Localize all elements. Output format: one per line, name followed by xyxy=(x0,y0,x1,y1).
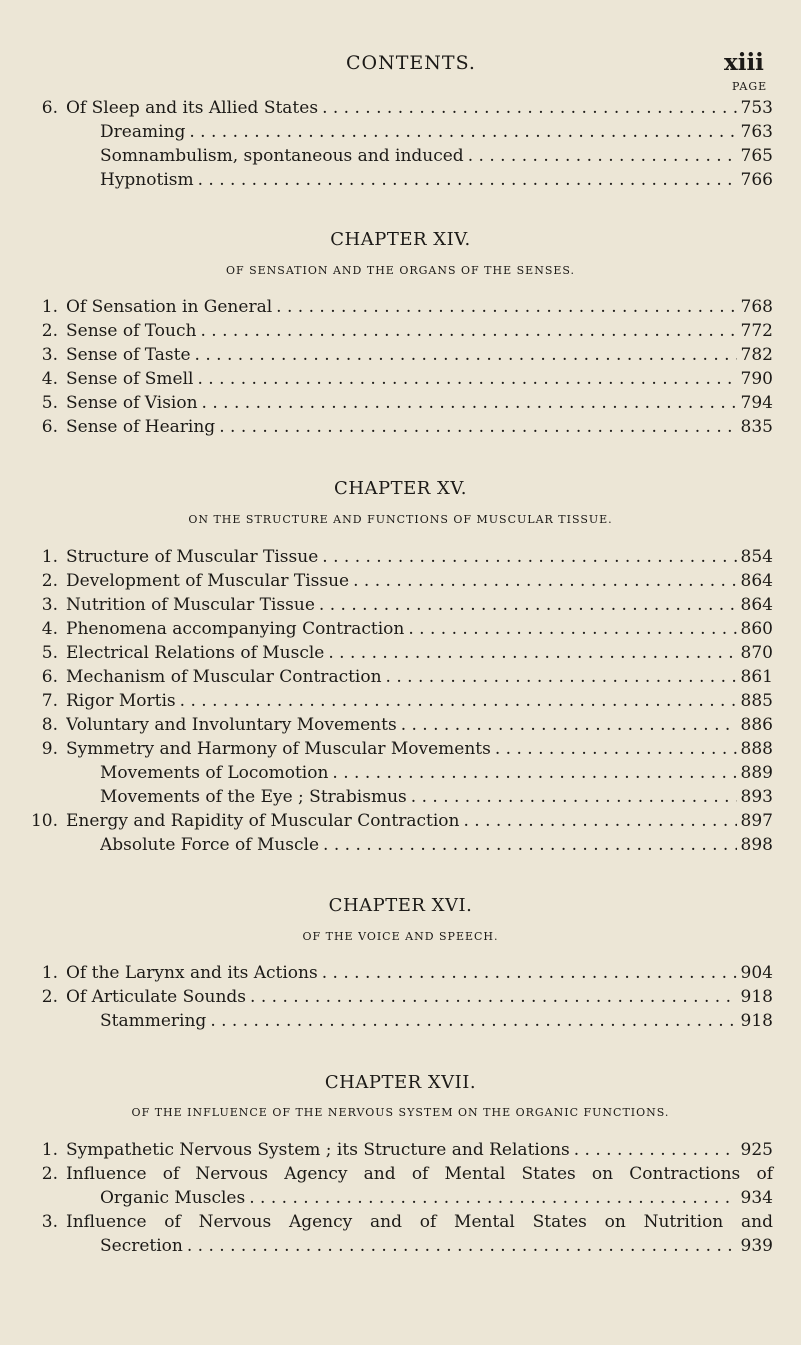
entry-page: 898 xyxy=(740,835,773,855)
toc-entry xyxy=(30,761,773,785)
entry-number: 4. xyxy=(41,369,58,389)
entry-number: 3. xyxy=(41,1212,58,1232)
toc-entry xyxy=(30,415,773,439)
entry-number: 7. xyxy=(41,691,58,711)
entry-label: Absolute Force of Muscle xyxy=(100,835,320,855)
entry-page: 772 xyxy=(740,321,773,341)
toc-entry xyxy=(30,809,773,833)
toc-entry xyxy=(30,833,773,857)
entry-label: Organic Muscles xyxy=(100,1188,246,1208)
toc-entry xyxy=(30,343,773,367)
toc-entry xyxy=(30,1162,773,1186)
toc-entry xyxy=(30,295,773,319)
toc-entry xyxy=(30,713,773,737)
entry-number: 2. xyxy=(41,321,58,341)
entry-page: 768 xyxy=(740,297,773,317)
entry-page: 918 xyxy=(740,1011,773,1031)
entry-number: 1. xyxy=(41,297,58,317)
entry-label: Sense of Hearing xyxy=(66,417,216,437)
page-folio: xiii xyxy=(724,49,764,76)
entry-number: 1. xyxy=(41,1140,58,1160)
entry-label: Rigor Mortis xyxy=(66,691,176,711)
toc-entry xyxy=(30,569,773,593)
entry-label: Sympathetic Nervous System ; its Structure and Relations xyxy=(66,1140,570,1160)
entry-label: Sense of Taste xyxy=(66,345,191,365)
entry-number: 2. xyxy=(41,571,58,591)
toc-entry xyxy=(30,1234,773,1258)
entry-page: 886 xyxy=(740,715,773,735)
toc-entry xyxy=(30,545,773,569)
entry-page: 870 xyxy=(740,643,773,663)
entry-page: 925 xyxy=(740,1140,773,1160)
entry-page: 893 xyxy=(740,787,773,807)
entry-page: 888 xyxy=(740,739,773,759)
entry-page: 864 xyxy=(740,571,773,591)
entry-label: Sense of Vision xyxy=(66,393,198,413)
entry-label: Nutrition of Muscular Tissue xyxy=(66,595,315,615)
entry-page: 790 xyxy=(740,369,773,389)
entry-number: 5. xyxy=(41,393,58,413)
page-column-label: PAGE xyxy=(732,80,768,93)
entry-page: 918 xyxy=(740,987,773,1007)
chapter-subtitle: OF THE VOICE AND SPEECH. xyxy=(302,930,499,943)
chapter-title: CHAPTER XVII. xyxy=(324,1072,477,1093)
toc-entry xyxy=(30,737,773,761)
entry-label: Influence of Nervous Agency and of Mental States on Nutrition and xyxy=(66,1212,773,1232)
chapter-title: CHAPTER XIV. xyxy=(330,229,471,250)
entry-page: 860 xyxy=(740,619,773,639)
toc-entry xyxy=(30,144,773,168)
entry-number: 4. xyxy=(41,619,58,639)
toc-entry xyxy=(30,985,773,1009)
toc-entry xyxy=(30,319,773,343)
entry-number: 2. xyxy=(41,1164,58,1184)
entry-label: Phenomena accompanying Contraction xyxy=(66,619,405,639)
toc-entry xyxy=(30,391,773,415)
entry-label: Voluntary and Involuntary Movements xyxy=(66,715,397,735)
entry-number: 3. xyxy=(41,595,58,615)
toc-entry xyxy=(30,367,773,391)
entry-number: 1. xyxy=(41,963,58,983)
entry-page: 864 xyxy=(740,595,773,615)
entry-label: Structure of Muscular Tissue xyxy=(66,547,319,567)
entry-page: 854 xyxy=(740,547,773,567)
entry-page: 782 xyxy=(740,345,773,365)
entry-label: Sense of Touch xyxy=(66,321,197,341)
entry-label: Influence of Nervous Agency and of Mental States on Contractions of xyxy=(66,1164,773,1184)
entry-label: Of Sensation in General xyxy=(66,297,273,317)
toc-entry xyxy=(30,96,773,120)
toc-entry xyxy=(30,961,773,985)
toc-entry xyxy=(30,617,773,641)
entry-label: Of the Larynx and its Actions xyxy=(66,963,318,983)
entry-label: Mechanism of Muscular Contraction xyxy=(66,667,382,687)
toc-entry xyxy=(30,120,773,144)
toc-entry xyxy=(30,168,773,192)
entry-page: 939 xyxy=(740,1236,773,1256)
entry-page: 763 xyxy=(740,122,773,142)
entry-number: 2. xyxy=(41,987,58,1007)
entry-label: Hypnotism xyxy=(100,170,194,190)
entry-label: Electrical Relations of Muscle xyxy=(66,643,325,663)
entry-label: Symmetry and Harmony of Muscular Movements xyxy=(66,739,491,759)
toc-entry xyxy=(30,689,773,713)
entry-label: Movements of the Eye ; Strabismus xyxy=(100,787,407,807)
entry-page: 885 xyxy=(740,691,773,711)
entry-page: 904 xyxy=(740,963,773,983)
entry-page: 794 xyxy=(740,393,773,413)
chapter-title: CHAPTER XV. xyxy=(334,478,467,499)
entry-number: 5. xyxy=(41,643,58,663)
entry-page: 897 xyxy=(740,811,773,831)
running-title: CONTENTS. xyxy=(346,52,476,74)
toc-entry xyxy=(30,1138,773,1162)
entry-number: 6. xyxy=(41,667,58,687)
entry-label: Energy and Rapidity of Muscular Contraction xyxy=(66,811,460,831)
chapter-subtitle: ON THE STRUCTURE AND FUNCTIONS OF MUSCULAR TISSUE. xyxy=(188,513,613,526)
entry-page: 835 xyxy=(740,417,773,437)
entry-label: Sense of Smell xyxy=(66,369,194,389)
entry-number: 8. xyxy=(41,715,58,735)
entry-number: 9. xyxy=(41,739,58,759)
entry-label: Development of Muscular Tissue xyxy=(66,571,350,591)
entry-label: Stammering xyxy=(100,1011,207,1031)
entry-page: 889 xyxy=(740,763,773,783)
entry-page: 861 xyxy=(740,667,773,687)
entry-number: 3. xyxy=(41,345,58,365)
entry-label: Secretion xyxy=(100,1236,183,1256)
toc-entry xyxy=(30,665,773,689)
chapter-subtitle: OF THE INFLUENCE OF THE NERVOUS SYSTEM ON THE ORGANIC FUNCTIONS. xyxy=(131,1106,670,1119)
toc-entry xyxy=(30,593,773,617)
toc-entry xyxy=(30,1186,773,1210)
entry-page: 766 xyxy=(740,170,773,190)
chapter-title: CHAPTER XVI. xyxy=(328,895,473,916)
toc-entry xyxy=(30,641,773,665)
entry-page: 934 xyxy=(740,1188,773,1208)
entry-label: Somnambulism, spontaneous and induced xyxy=(100,146,464,166)
entry-number: 6. xyxy=(41,417,58,437)
chapter-subtitle: OF SENSATION AND THE ORGANS OF THE SENSES. xyxy=(225,264,576,277)
toc-entry xyxy=(30,1210,773,1234)
toc-entry xyxy=(30,785,773,809)
entry-label: Of Sleep and its Allied States xyxy=(66,98,319,118)
entry-label: Movements of Locomotion xyxy=(100,763,329,783)
toc-entry xyxy=(30,1009,773,1033)
entry-label: Dreaming xyxy=(100,122,186,142)
entry-number: 1. xyxy=(41,547,58,567)
entry-number: 6. xyxy=(41,98,58,118)
entry-page: 753 xyxy=(740,98,773,118)
entry-number: 10. xyxy=(30,811,58,831)
entry-label: Of Articulate Sounds xyxy=(66,987,247,1007)
entry-page: 765 xyxy=(740,146,773,166)
